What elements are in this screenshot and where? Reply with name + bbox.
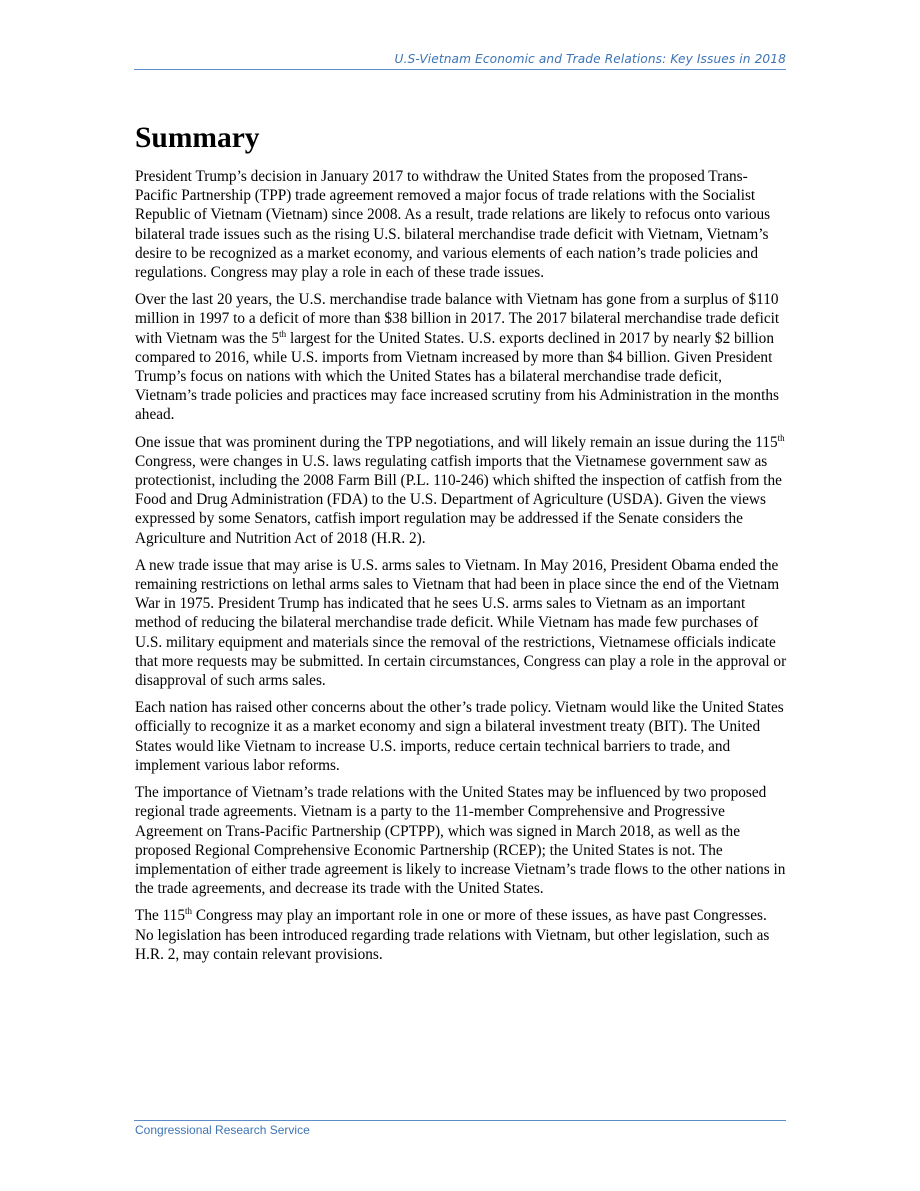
ordinal-superscript: th bbox=[279, 328, 287, 339]
paragraph-2 bbox=[135, 290, 787, 424]
paragraph-3-part-b: Congress, were changes in U.S. laws regulating catfish imports that the Vietnamese government saw as protectionist, including the 2008 Farm Bill (P.L. 110-246) which shifted the inspection of catfish from the Food and Drug Administration (FDA) to the U.S. Department of Agriculture (USDA). Given the views expressed by some Senators, catfish import regulation may be addressed if the Senate considers the Agriculture and Nutrition Act of 2018 (H.R. 2). bbox=[135, 452, 782, 547]
paragraph-7-part-a: The 115 bbox=[135, 907, 185, 925]
paragraph-2-part-a: Over the last 20 years, the U.S. merchandise trade balance with Vietnam has gone from a surplus of $110 million in 1997 to a deficit of more than $38 billion in 2017. The 2017 bilateral merchandise trade deficit with Vietnam was the 5 bbox=[135, 291, 780, 347]
paragraph-7-part-b: Congress may play an important role in one or more of these issues, as have past Congresses. No legislation has been introduced regarding trade relations with Vietnam, but other legislation, such as H.R. 2, may contain relevant provisions. bbox=[135, 907, 770, 963]
paragraph-3 bbox=[135, 433, 787, 548]
paragraph-6: The importance of Vietnam’s trade relations with the United States may be influenced by two proposed regional trade agreements. Vietnam is a party to the 11-member Comprehensive and Progressive Agreement on Trans-Pacific Partnership (CPTPP), which was signed in March 2018, as well as the proposed Regional Comprehensive Economic Partnership (RCEP); the United States is not. The implementation of either trade agreement is likely to increase Vietnam’s trade flows to the other nations in the trade agreements, and decrease its trade with the United States. bbox=[135, 784, 786, 898]
paragraph-4: A new trade issue that may arise is U.S. arms sales to Vietnam. In May 2016, President Obama ended the remaining restrictions on lethal arms sales to Vietnam that had been in place since the end of the Vietnam War in 1975. President Trump has indicated that he sees U.S. arms sales to Vietnam as an important method of reducing the bilateral merchandise trade deficit. While Vietnam has made few purchases of U.S. military equipment and materials since the removal of the restrictions, Vietnamese officials indicate that more requests may be submitted. In certain circumstances, Congress can play a role in the approval or disapproval of such arms sales. bbox=[135, 556, 787, 690]
paragraph-1: President Trump’s decision in January 2017 to withdraw the United States from the proposed Trans-Pacific Partnership (TPP) trade agreement removed a major focus of trade relations with the Socialist Republic of Vietnam (Vietnam) since 2008. As a result, trade relations are likely to refocus onto various bilateral trade issues such as the rising U.S. bilateral merchandise trade deficit with Vietnam, Vietnam’s desire to be recognized as a market economy, and various elements of each nation’s trade policies and regulations. Congress may play a role in each of these trade issues. bbox=[135, 168, 771, 282]
ordinal-superscript: th bbox=[777, 432, 785, 443]
footer-rule bbox=[134, 1120, 786, 1121]
paragraph-5: Each nation has raised other concerns about the other’s trade policy. Vietnam would like the United States officially to recognize it as a market economy and sign a bilateral investment treaty (BIT). The United States would like Vietnam to increase U.S. imports, reduce certain technical barriers to trade, and implement various labor reforms. bbox=[135, 699, 784, 774]
paragraph-7 bbox=[135, 906, 787, 964]
running-header: U.S-Vietnam Economic and Trade Relations: Key Issues in 2018 bbox=[394, 52, 786, 66]
section-title: Summary bbox=[135, 122, 260, 154]
ordinal-superscript: th bbox=[184, 906, 192, 917]
paragraph-3-part-a: One issue that was prominent during the TPP negotiations, and will likely remain an issue during the 115 bbox=[135, 433, 778, 451]
summary-body bbox=[135, 167, 787, 972]
paragraph-2-part-b: largest for the United States. U.S. exports declined in 2017 by nearly $2 billion compared to 2016, while U.S. imports from Vietnam increased by more than $4 billion. Given President Trump’s focus on nations with which the United States has a bilateral merchandise trade deficit, Vietnam’s trade policies and practices may face increased scrutiny from his Administration in the months ahead. bbox=[135, 329, 779, 424]
footer-organization: Congressional Research Service bbox=[135, 1123, 310, 1137]
header-rule bbox=[134, 69, 786, 70]
